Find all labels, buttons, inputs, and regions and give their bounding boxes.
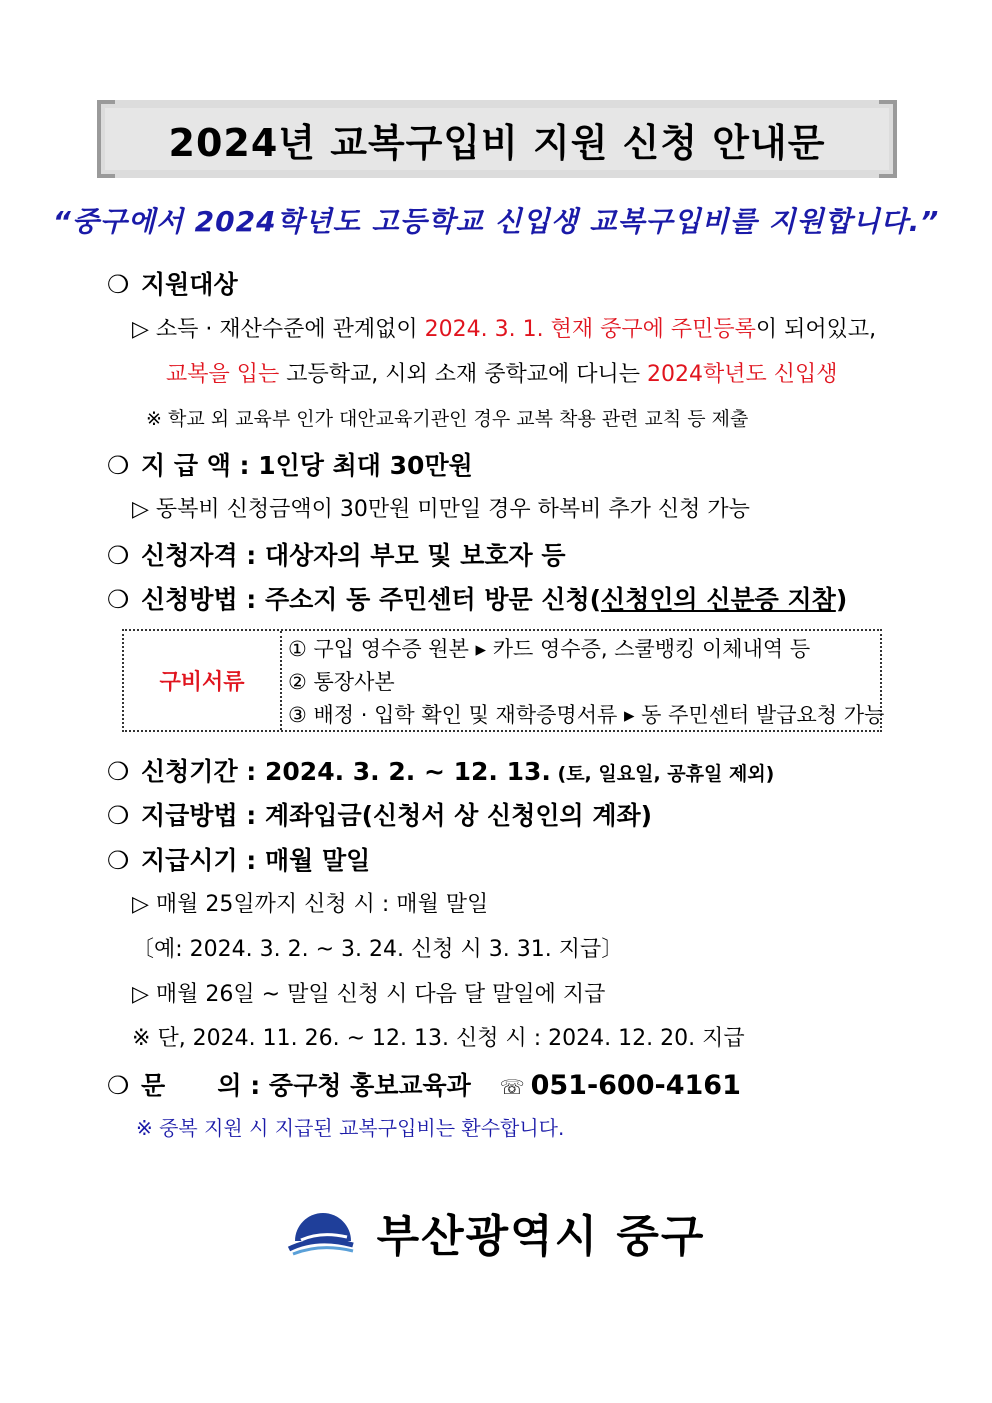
- target-text: 소득 · 재산수준에 관계없이: [155, 317, 425, 342]
- payment-time-exception-text: 단, 2024. 11. 26. ~ 12. 13. 신청 시 : 2024. 12. 20. 지급: [157, 1026, 745, 1051]
- payment-time-text: 매월 25일까지 신청 시 : 매월 말일: [155, 892, 489, 917]
- contact-phone: 051-600-4161: [530, 1070, 741, 1101]
- method-id-required: 신청인의 신분증 지참: [601, 585, 836, 614]
- target-text: 이 되어있고,: [755, 317, 877, 342]
- method-heading: 신청방법 : 주소지 동 주민센터 방문 신청(: [141, 585, 602, 614]
- amount-detail: [132, 492, 750, 523]
- documents-list: [288, 633, 885, 732]
- payment-time-example: 〔예: 2024. 3. 2. ~ 3. 24. 신청 시 3. 31. 지급〕: [132, 937, 624, 962]
- document-item: ① 구입 영수증 원본 ▸ 카드 영수증, 스쿨뱅킹 이체내역 등: [288, 637, 811, 661]
- slogan: “중구에서 2024학년도 고등학교 신입생 교복구입비를 지원합니다.”: [52, 205, 940, 238]
- note-mark-icon: ※: [132, 1026, 151, 1051]
- document-item: ③ 배정 · 입학 확인 및 재학증명서류 ▸ 동 주민센터 발급요청 가능: [288, 703, 885, 727]
- bullet-icon: ❍: [107, 846, 130, 875]
- bullet-icon: ❍: [107, 801, 130, 830]
- section-eligibility: [107, 536, 565, 572]
- section-contact: [107, 1066, 741, 1102]
- contact-label: 문 의 : 중구청 홍보교육과: [141, 1071, 471, 1100]
- section-period: [107, 752, 774, 788]
- payment-time-exception: [132, 1021, 745, 1052]
- title-box: [97, 100, 897, 178]
- document-item: ② 통장사본: [288, 670, 395, 694]
- bullet-icon: ❍: [107, 541, 130, 570]
- payment-time-heading: 지급시기 : 매월 말일: [141, 846, 371, 875]
- bullet-icon: ❍: [107, 270, 130, 299]
- target-highlight: 2024. 3. 1. 현재 중구에 주민등록: [424, 317, 756, 342]
- section-method: [107, 580, 847, 616]
- bullet-icon: ❍: [107, 757, 130, 786]
- arrow-icon: ▷: [132, 892, 149, 917]
- payment-method-heading: 지급방법 : 계좌입금(신청서 상 신청인의 계좌): [141, 801, 653, 830]
- payment-time-text: 매월 26일 ~ 말일 신청 시 다음 달 말일에 지급: [155, 982, 606, 1007]
- org-name: 부산광역시 중구: [376, 1211, 706, 1262]
- target-highlight: 2024학년도 신입생: [647, 362, 838, 387]
- documents-label: 구비서류: [124, 631, 282, 730]
- target-line-1: [132, 312, 876, 343]
- bullet-icon: ❍: [107, 585, 130, 614]
- target-highlight: 교복을 입는: [166, 362, 280, 387]
- busan-junggu-emblem-icon: [287, 1207, 357, 1257]
- amount-heading: 지 급 액 : 1인당 최대 30만원: [141, 451, 473, 480]
- target-line-2: [166, 357, 838, 388]
- arrow-icon: ▷: [132, 497, 149, 522]
- bullet-icon: ❍: [107, 1071, 130, 1100]
- period-note: (토, 일요일, 공휴일 제외): [550, 763, 775, 785]
- arrow-icon: ▷: [132, 317, 149, 342]
- bullet-icon: ❍: [107, 451, 130, 480]
- target-text: 고등학교, 시외 소재 중학교에 다니는: [279, 362, 647, 387]
- page-title: 2024년 교복구입비 지원 신청 안내문: [105, 108, 889, 170]
- footer: [0, 1200, 992, 1264]
- target-heading: 지원대상: [141, 270, 238, 299]
- duplicate-notice: ※ 중복 지원 시 지급된 교복구입비는 환수합니다.: [136, 1116, 565, 1140]
- target-note: [146, 404, 748, 431]
- period-heading: 신청기간 : 2024. 3. 2. ~ 12. 13.: [141, 757, 551, 786]
- target-note-text: 학교 외 교육부 인가 대안교육기관인 경우 교복 착용 관련 교칙 등 제출: [167, 408, 749, 430]
- arrow-icon: ▷: [132, 982, 149, 1007]
- payment-time-line-2: [132, 977, 605, 1008]
- amount-detail-text: 동복비 신청금액이 30만원 미만일 경우 하복비 추가 신청 가능: [155, 497, 750, 522]
- section-payment-time: [107, 841, 370, 877]
- method-heading-end: ): [835, 585, 848, 614]
- phone-icon: ☏: [499, 1075, 525, 1099]
- eligibility-heading: 신청자격 : 대상자의 부모 및 보호자 등: [141, 541, 566, 570]
- documents-box: [122, 629, 885, 732]
- section-amount: [107, 446, 473, 482]
- payment-time-line-1: [132, 887, 488, 918]
- section-payment-method: [107, 796, 652, 832]
- section-target: [107, 265, 238, 301]
- note-mark-icon: ※: [146, 408, 162, 430]
